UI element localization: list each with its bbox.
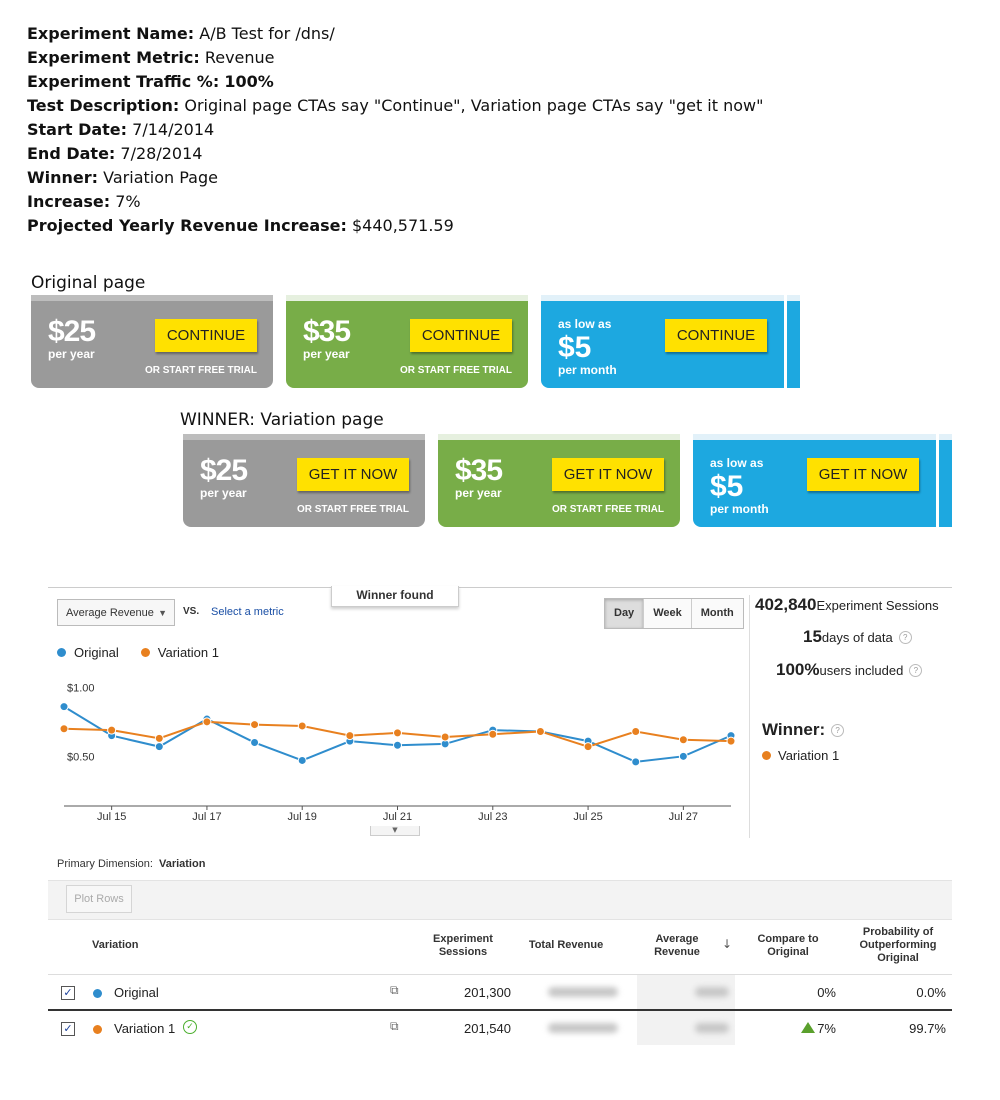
card-period: per year — [303, 347, 350, 361]
projected-revenue-label: Projected Yearly Revenue Increase: — [27, 216, 347, 235]
popout-icon[interactable]: ⧉ — [390, 983, 399, 997]
end-date-value: 7/28/2014 — [120, 144, 203, 163]
legend-variation[interactable] — [141, 645, 219, 660]
row-compare: 7% — [817, 1021, 836, 1036]
original-card-monthly-5 — [541, 295, 800, 388]
variation-page-label: WINNER: Variation page — [180, 410, 384, 430]
data-point-original — [489, 726, 497, 734]
data-point-variation-1 — [632, 727, 640, 735]
card-price: $5 — [710, 470, 744, 503]
card-period: per month — [558, 363, 617, 377]
data-point-variation-1 — [679, 736, 687, 744]
card-topbar — [183, 434, 425, 440]
data-point-original — [632, 758, 640, 766]
end-date-label: End Date: — [27, 144, 116, 163]
legend-dot — [141, 648, 150, 657]
continue-button[interactable]: CONTINUE — [665, 319, 767, 352]
series-line-original — [64, 707, 731, 762]
x-tick-label: Jul 19 — [287, 811, 317, 823]
users-percent: 100% — [776, 660, 820, 679]
metric-dropdown[interactable] — [57, 599, 175, 626]
get-it-now-button[interactable]: GET IT NOW — [807, 458, 919, 491]
legend-variation-label: Variation 1 — [157, 645, 219, 660]
redacted-total-revenue — [548, 1023, 618, 1033]
data-point-original — [251, 739, 259, 747]
week-button[interactable]: Week — [643, 599, 691, 628]
card-topbar — [286, 295, 528, 301]
data-point-original — [108, 732, 116, 740]
card-topbar — [693, 434, 952, 440]
legend-dot — [57, 648, 66, 657]
days-label: days of data — [821, 630, 893, 645]
experiment-name-label: Experiment Name: — [27, 24, 195, 43]
card-price: $25 — [200, 454, 248, 487]
x-tick-label: Jul 15 — [96, 811, 127, 823]
header-average-revenue[interactable]: Average Revenue — [654, 933, 700, 958]
data-point-variation-1 — [394, 729, 402, 737]
table-toolbar — [48, 880, 952, 920]
help-icon[interactable]: ? — [909, 664, 922, 677]
variation-card-monthly-5 — [693, 434, 952, 527]
x-tick-label: Jul 25 — [573, 811, 603, 823]
row-probability: 0.0% — [916, 985, 946, 1000]
card-price: $35 — [303, 315, 351, 348]
data-point-original — [394, 741, 402, 749]
card-price: $25 — [48, 315, 96, 348]
test-description-value: Original page CTAs say "Continue", Variation page CTAs say "get it now" — [184, 96, 764, 115]
stat-sessions — [755, 595, 939, 615]
data-point-variation-1 — [727, 737, 735, 745]
data-point-variation-1 — [298, 722, 306, 730]
y-tick-label: $1.00 — [67, 682, 95, 695]
continue-button[interactable]: CONTINUE — [410, 319, 512, 352]
series-dot — [93, 1025, 102, 1034]
card-topbar — [31, 295, 273, 301]
winner-entry — [762, 748, 839, 763]
start-free-trial-link[interactable]: OR START FREE TRIAL — [296, 504, 409, 515]
row-divider — [48, 974, 952, 975]
vs-label: VS. — [183, 606, 200, 617]
experiment-info — [27, 22, 763, 238]
data-point-original — [60, 703, 68, 711]
stats-divider — [749, 595, 750, 838]
get-it-now-button[interactable]: GET IT NOW — [552, 458, 664, 491]
winner-name: Variation 1 — [778, 748, 840, 763]
data-point-original — [203, 715, 211, 723]
card-price: $35 — [455, 454, 503, 487]
increase-label: Increase: — [27, 192, 111, 211]
metric-dropdown-value: Average Revenue — [66, 607, 154, 619]
original-card-yearly-25 — [31, 295, 273, 388]
row-checkbox[interactable]: ✓ — [61, 986, 75, 1000]
x-tick-label: Jul 21 — [382, 811, 413, 823]
header-total-revenue[interactable]: Total Revenue — [528, 939, 604, 951]
card-as-low-as: as low as — [710, 456, 764, 470]
primary-dimension-value[interactable]: Variation — [158, 858, 206, 870]
variation-card-yearly-35 — [438, 434, 680, 527]
row-sessions: 201,300 — [464, 985, 511, 1000]
legend-original-label: Original — [74, 645, 119, 660]
continue-button[interactable]: CONTINUE — [155, 319, 257, 352]
x-tick-label: Jul 17 — [192, 811, 222, 823]
winner-value: Variation Page — [103, 168, 218, 187]
data-point-original — [346, 737, 354, 745]
data-point-original — [155, 743, 163, 751]
start-free-trial-link[interactable]: OR START FREE TRIAL — [551, 504, 664, 515]
data-point-variation-1 — [251, 721, 259, 729]
header-sessions[interactable]: Experiment Sessions — [433, 933, 493, 958]
row-sessions: 201,540 — [464, 1021, 511, 1036]
winner-heading: Winner: — [762, 720, 826, 739]
data-point-variation-1 — [489, 730, 497, 738]
start-free-trial-link[interactable]: OR START FREE TRIAL — [144, 365, 257, 376]
card-separator — [784, 295, 787, 388]
data-point-variation-1 — [584, 743, 592, 751]
primary-dimension-label: Primary Dimension: — [57, 858, 153, 870]
data-point-variation-1 — [536, 727, 544, 735]
increase-value: 7% — [115, 192, 141, 211]
card-topbar — [541, 295, 800, 301]
start-date-value: 7/14/2014 — [132, 120, 215, 139]
sort-down-icon[interactable]: ↓ — [722, 937, 733, 951]
header-variation[interactable]: Variation — [92, 939, 139, 951]
winner-found-banner: Winner found — [331, 586, 459, 607]
legend-original[interactable] — [57, 645, 119, 660]
stat-users — [776, 660, 922, 680]
data-point-variation-1 — [60, 725, 68, 733]
row-variation-name[interactable]: Original — [114, 985, 159, 1000]
data-point-original — [441, 740, 449, 748]
card-price: $5 — [558, 331, 592, 364]
primary-dimension — [57, 858, 205, 870]
data-point-variation-1 — [203, 718, 211, 726]
stat-days — [803, 627, 912, 647]
redacted-average-revenue — [695, 987, 729, 997]
data-point-variation-1 — [441, 733, 449, 741]
help-icon[interactable]: ? — [899, 631, 912, 644]
card-period: per year — [200, 486, 247, 500]
series-line-variation-1 — [64, 722, 731, 747]
plot-rows-button[interactable]: Plot Rows — [66, 885, 132, 913]
sessions-count: 402,840 — [755, 595, 817, 614]
y-tick-label: $0.50 — [67, 751, 95, 764]
chart-legend — [57, 645, 219, 660]
data-point-original — [679, 752, 687, 760]
data-point-original — [536, 727, 544, 735]
winner-label: Winner: — [27, 168, 99, 187]
header-compare[interactable]: Compare to Original — [757, 933, 819, 958]
data-point-original — [298, 756, 306, 764]
row-checkbox[interactable]: ✓ — [61, 1022, 75, 1036]
popout-icon[interactable]: ⧉ — [390, 1019, 399, 1033]
data-point-original — [584, 737, 592, 745]
winner-check-icon: ✓ — [183, 1020, 197, 1034]
card-period: per month — [710, 502, 769, 516]
card-topbar — [438, 434, 680, 440]
experiment-name-value: A/B Test for /dns/ — [199, 24, 335, 43]
experiment-metric-label: Experiment Metric: — [27, 48, 200, 67]
projected-revenue-value: $440,571.59 — [351, 216, 454, 235]
select-metric-link[interactable]: Select a metric — [211, 606, 284, 618]
experiment-traffic-label: Experiment Traffic %: — [27, 72, 220, 91]
row-divider-strong — [48, 1009, 952, 1011]
experiment-metric-value: Revenue — [204, 48, 275, 67]
card-separator — [936, 434, 939, 527]
original-card-yearly-35 — [286, 295, 528, 388]
original-page-label: Original page — [31, 273, 146, 293]
chart-expand-handle[interactable]: ▼ — [370, 826, 420, 836]
winner-dot — [762, 751, 771, 760]
series-dot — [93, 989, 102, 998]
card-period: per year — [48, 347, 95, 361]
winner-title — [762, 720, 844, 740]
header-probability[interactable]: Probability of Outperforming Original — [859, 926, 937, 964]
start-date-label: Start Date: — [27, 120, 128, 139]
row-variation-name[interactable]: Variation 1 — [114, 1021, 176, 1036]
day-button[interactable]: Day — [605, 599, 643, 628]
help-icon[interactable]: ? — [831, 724, 844, 737]
data-point-variation-1 — [346, 732, 354, 740]
data-point-variation-1 — [155, 734, 163, 742]
granularity-toggle — [604, 598, 744, 629]
chevron-down-icon: ▼ — [158, 608, 167, 618]
experiment-traffic-value: 100% — [224, 72, 274, 91]
panel-top-border — [48, 587, 952, 588]
card-as-low-as: as low as — [558, 317, 612, 331]
users-label: users included — [819, 663, 904, 678]
test-description-label: Test Description: — [27, 96, 180, 115]
start-free-trial-link[interactable]: OR START FREE TRIAL — [399, 365, 512, 376]
redacted-average-revenue — [695, 1023, 729, 1033]
data-point-variation-1 — [108, 726, 116, 734]
month-button[interactable]: Month — [691, 599, 743, 628]
x-tick-label: Jul 23 — [478, 811, 508, 823]
data-point-original — [727, 732, 735, 740]
row-probability: 99.7% — [909, 1021, 946, 1036]
row-compare: 0% — [817, 985, 836, 1000]
card-period: per year — [455, 486, 502, 500]
x-tick-label: Jul 27 — [668, 811, 699, 823]
get-it-now-button[interactable]: GET IT NOW — [297, 458, 409, 491]
variation-card-yearly-25 — [183, 434, 425, 527]
sessions-label: Experiment Sessions — [816, 598, 939, 613]
redacted-total-revenue — [548, 987, 618, 997]
days-count: 15 — [803, 627, 822, 646]
